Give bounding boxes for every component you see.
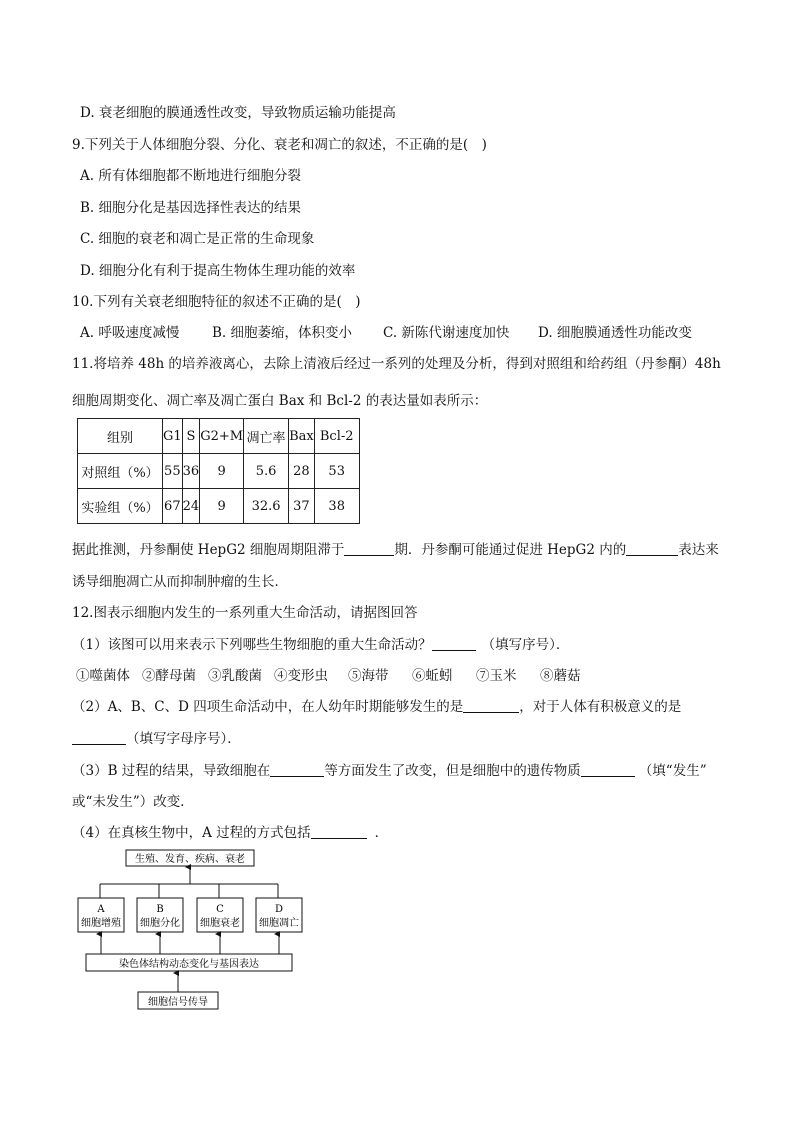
q12-part4 (72, 824, 388, 842)
table-header-cell: 组别 (78, 419, 163, 454)
middle-box-label: 染色体结构动态变化与基因表达 (119, 959, 259, 970)
answer-blank[interactable] (311, 824, 367, 839)
table-cell: 53 (314, 454, 359, 489)
organism-option: ③乳酸菌 (208, 668, 262, 684)
box-a-letter: A (97, 904, 105, 915)
q12-part3 (72, 762, 707, 780)
q12-part2-line2 (72, 730, 241, 748)
organism-option: ①噬菌体 (76, 668, 130, 684)
q11-answer-text: 表达来 (678, 542, 719, 558)
q8-option-d: D. 衰老细胞的膜通透性改变，导致物质运输功能提高 (80, 105, 396, 121)
box-c-letter: C (216, 904, 224, 915)
table-header-cell: S (182, 419, 200, 454)
q9-option-b: B. 细胞分化是基因选择性表达的结果 (80, 200, 302, 216)
q11-answer-text: 据此推测，丹参酮使 HepG2 细胞周期阻滞于 (72, 542, 345, 558)
table-header-row (78, 419, 360, 454)
q12-options (76, 667, 604, 685)
q10-option-c: C. 新陈代谢速度加快 (383, 325, 510, 341)
q10-option-b: B. 细胞萎缩，体积变小 (212, 325, 353, 341)
box-b-letter: B (156, 904, 164, 915)
q12-part4-text: ． (374, 825, 389, 841)
q12-stem: 12.图表示细胞内发生的一系列重大生命活动，请据图回答 (72, 605, 418, 621)
organism-option: ②酵母菌 (142, 668, 196, 684)
answer-blank[interactable] (581, 762, 635, 777)
q9-option-c: C. 细胞的衰老和凋亡是正常的生命现象 (80, 231, 315, 247)
table-cell: 37 (289, 489, 315, 524)
table-cell: 9 (200, 454, 244, 489)
q11-answer-line2: 诱导细胞凋亡从而抑制肿瘤的生长． (72, 574, 288, 590)
answer-blank[interactable] (344, 541, 394, 556)
table-header-cell: G1 (163, 419, 183, 454)
organism-option: ⑥蚯蚓 (412, 668, 453, 684)
q11-answer-line1 (72, 541, 719, 559)
organism-option: ④变形虫 (274, 668, 328, 684)
q11-stem-line2: 细胞周期变化、凋亡率及凋亡蛋白 Bax 和 Bcl-2 的表达量如表所示： (72, 393, 488, 409)
table-cell: 67 (163, 489, 183, 524)
q12-part2 (72, 698, 681, 716)
table-cell: 9 (200, 489, 244, 524)
q12-part1 (72, 636, 569, 654)
q12-part3-text: 等方面发生了改变，但是细胞中的遗传物质 (324, 763, 581, 779)
table-cell: 5.6 (244, 454, 289, 489)
table-cell: 实验组（%） (78, 489, 163, 524)
life-activities-diagram (70, 846, 320, 1012)
answer-blank[interactable] (432, 636, 476, 651)
q11-answer-text: 期．丹参酮可能通过促进 HepG2 内的 (394, 542, 627, 558)
box-c-label: 细胞衰老 (200, 918, 240, 929)
q12-part3-line2: 或“未发生”）改变． (72, 794, 194, 810)
q12-part2-text: ，对于人体有积极意义的是 (519, 699, 682, 715)
bottom-box-label: 细胞信号传导 (148, 997, 208, 1008)
table-header-cell: Bax (289, 419, 315, 454)
box-d-letter: D (274, 904, 284, 915)
table-header-cell: G2+M (200, 419, 244, 454)
q10-option-a: A. 呼吸速度减慢 (80, 325, 180, 341)
answer-blank[interactable] (270, 762, 324, 777)
organism-option: ⑤海带 (348, 668, 389, 684)
answer-blank[interactable] (626, 541, 678, 556)
table-cell: 28 (289, 454, 315, 489)
answer-blank[interactable] (72, 730, 126, 745)
q12-part1-text: （填写序号）． (481, 637, 570, 653)
table-row (78, 489, 360, 524)
q12-part3-text: （填“发生” (638, 763, 707, 779)
box-b-label: 细胞分化 (140, 918, 180, 929)
q10-option-d: D. 细胞膜通透性功能改变 (538, 325, 692, 341)
answer-blank[interactable] (463, 698, 519, 713)
table-cell: 55 (163, 454, 183, 489)
table-cell: 36 (182, 454, 200, 489)
q9-stem: 9.下列关于人体细胞分裂、分化、衰老和凋亡的叙述，不正确的是( ) (72, 137, 487, 153)
table-row (78, 454, 360, 489)
q11-stem-line1: 11.将培养 48h 的培养液离心，去除上清液后经过一系列的处理及分析，得到对照组和给药组（丹参酮）48h (72, 356, 721, 372)
organism-option: ⑧蘑菇 (540, 668, 581, 684)
table-header-cell: 凋亡率 (244, 419, 289, 454)
table-cell: 对照组（%） (78, 454, 163, 489)
q12-part4-text: （4）在真核生物中，A 过程的方式包括 (72, 825, 311, 841)
table-cell: 24 (182, 489, 200, 524)
organism-option: ⑦玉米 (476, 668, 517, 684)
top-box-label: 生殖、发育、疾病、衰老 (135, 854, 245, 865)
q9-option-a: A. 所有体细胞都不断地进行细胞分裂 (80, 168, 301, 184)
table-header-cell: Bcl-2 (314, 419, 359, 454)
q9-option-d: D. 细胞分化有利于提高生物体生理功能的效率 (80, 263, 356, 279)
q12-part2-text: （填写字母序号）． (126, 731, 241, 747)
table-cell: 38 (314, 489, 359, 524)
table-cell: 32.6 (244, 489, 289, 524)
box-a-label: 细胞增殖 (81, 918, 121, 929)
q11-data-table (77, 418, 360, 524)
q12-part3-text: （3）B 过程的结果，导致细胞在 (72, 763, 271, 779)
q10-stem: 10.下列有关衰老细胞特征的叙述不正确的是( ) (72, 294, 361, 310)
q12-part2-text: （2）A、B、C、D 四项生命活动中，在人幼年时期能够发生的是 (72, 699, 464, 715)
q12-part1-text: （1）该图可以用来表示下列哪些生物细胞的重大生命活动？ (72, 637, 432, 653)
box-d-label: 细胞凋亡 (259, 918, 299, 929)
